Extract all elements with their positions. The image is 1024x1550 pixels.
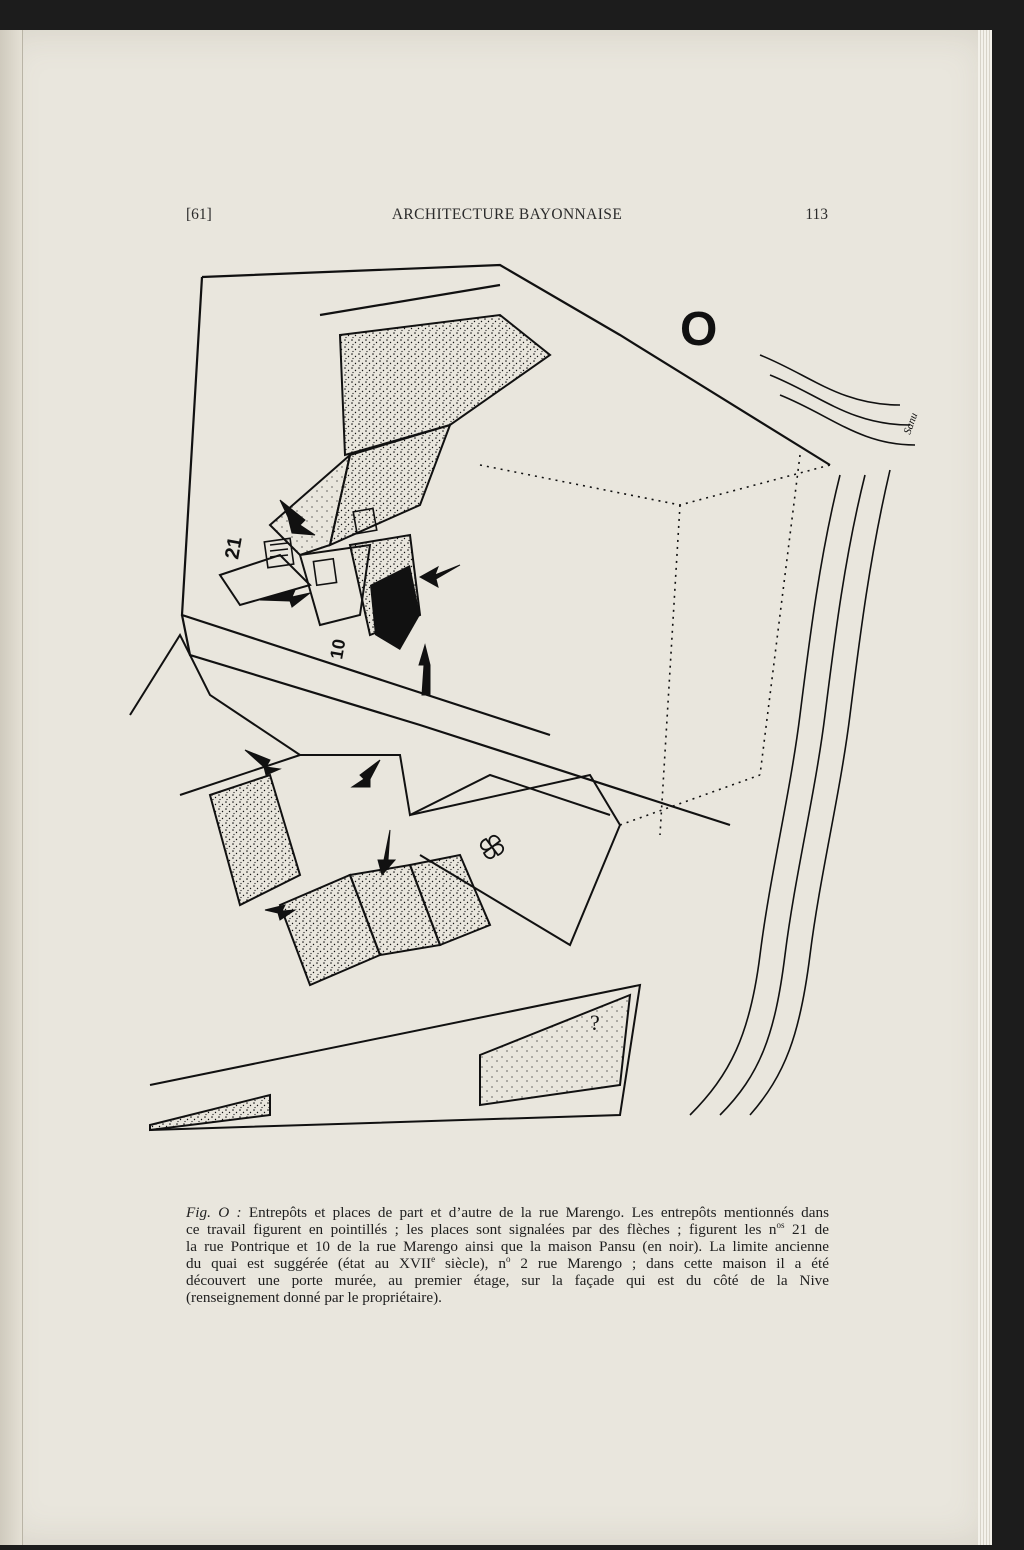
page-stack-edge	[978, 30, 992, 1545]
caption-line-4-mid: siècle), n	[435, 1255, 506, 1272]
house-number-21: 21	[221, 535, 247, 561]
axonometric-drawing	[120, 255, 940, 1135]
caption-line-4-sup2: o	[505, 1254, 511, 1264]
running-header	[186, 206, 828, 228]
caption-line-4-sup: e	[431, 1254, 436, 1264]
illustrator-signature: Sanu	[901, 411, 921, 437]
quay-waves	[690, 355, 915, 1115]
dotted-warehouse	[480, 455, 830, 835]
facing-page-edge	[0, 30, 23, 1545]
caption-line-1: Entrepôts et places de part et d’autre de la rue Marengo. Les entrepôts mentionnés dans	[248, 1204, 829, 1221]
house-number-10: 10	[326, 637, 350, 661]
running-title: ARCHITECTURE BAYONNAISE	[391, 206, 623, 223]
caption-line-2-sup: os	[776, 1220, 785, 1230]
caption-line-4-end: 2 rue Marengo ; dans cette maison il a été	[510, 1255, 829, 1272]
caption-line-4: du quai est suggérée (état au XVII	[186, 1255, 432, 1272]
basque-cross-icon	[481, 836, 503, 858]
right-page-number: 113	[805, 206, 828, 223]
stippled-roofs	[150, 315, 630, 1130]
caption-line-6: (renseignement donné par le propriétaire).	[186, 1289, 442, 1306]
caption-line-2-end: 21 de	[784, 1221, 829, 1238]
caption-line-3: la rue Pontrique et 10 de la rue Marengo ainsi que la maison Pansu (en noir). La limite ancienne	[186, 1238, 829, 1255]
figure-caption	[186, 1204, 829, 1306]
caption-figure-label: Fig. O :	[186, 1204, 242, 1221]
left-page-number: [61]	[186, 206, 212, 223]
drawing-svg	[120, 255, 940, 1135]
caption-line-5: découvert une porte murée, au premier étage, sur la façade qui est du côté de la Nive	[186, 1272, 829, 1289]
question-mark: ?	[590, 1010, 600, 1035]
caption-line-2: ce travail figurent en pointillés ; les places sont signalées par des flèches ; figurent les n	[186, 1221, 777, 1238]
map-letter-o: O	[680, 303, 718, 356]
